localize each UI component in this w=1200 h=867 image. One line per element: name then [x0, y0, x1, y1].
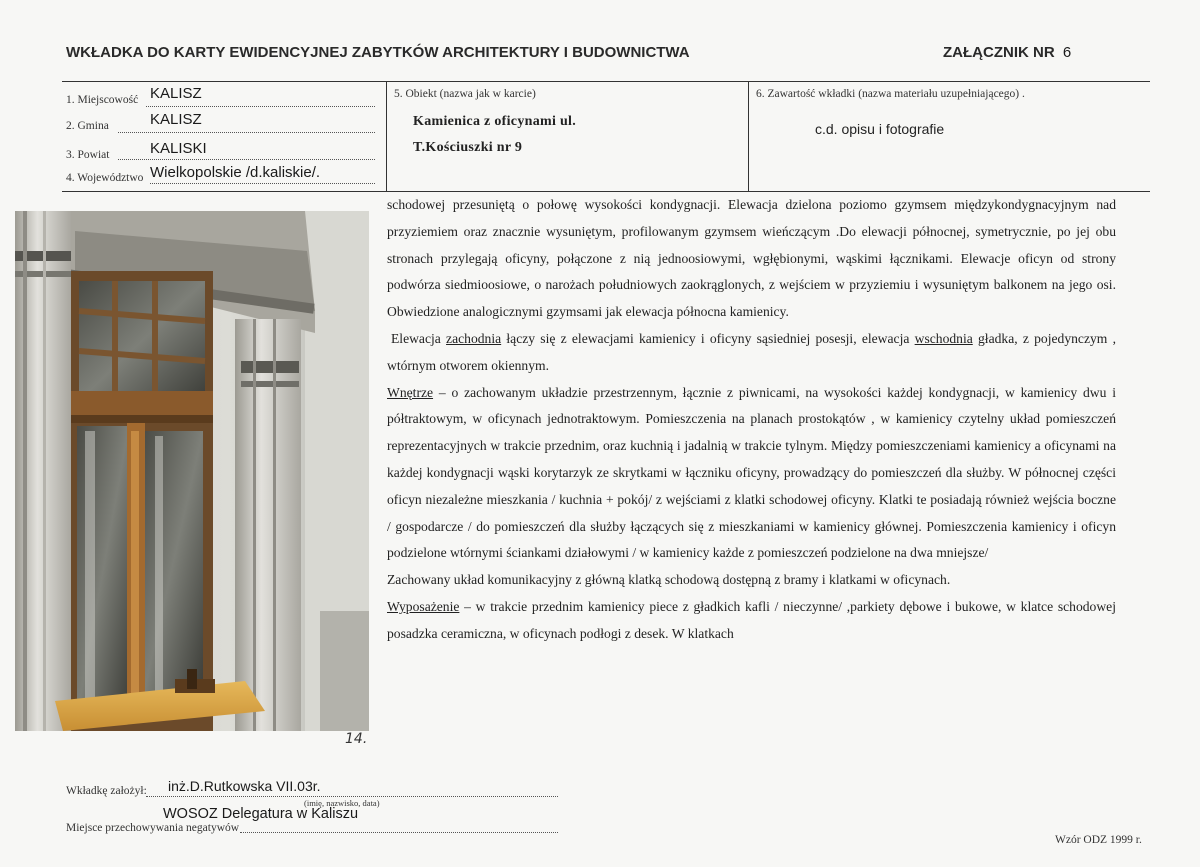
description-text — [387, 192, 1116, 648]
p2-text-b: łączy się z elewacjami kamienicy i oficyny sąsiedniej posesji, elewacja — [501, 330, 915, 346]
description-paragraph-4: Zachowany układ komunikacyjny z główną klatką schodową dostępną z bramy i klatkami w oficynach. — [387, 572, 951, 588]
description-paragraph-2 — [387, 326, 1116, 380]
photo-number: 14. — [345, 731, 368, 747]
attachment-label-text: ZAŁĄCZNIK NR — [943, 44, 1055, 61]
window-photo-illustration — [15, 211, 369, 731]
p5-equipment-term: Wyposażenie — [387, 598, 460, 614]
contents-value: c.d. opisu i fotografie — [815, 121, 945, 137]
p3-text: – o zachowanym układzie przestrzennym, łącznie z piwnicami, na wysokości każdej kondygnacji, w kamienicy dwu i półtraktowym, w oficynach jednotraktowym. Pomieszczenia na planach prostokątów , w kamienicy czytelny układ pomieszczeń reprezentacyjnych w trakcie przednim, oraz kuchnią i jadalnią w trakcie tylnym. Między pomieszczeniami kamienicy a oficynami na każdej kondygnacji wąski korytarzyk ze skrytkami w łączniku oficyny, prowadzący do pomieszczeń dla służby. W północnej części oficyn niezależne mieszkania / kuchnia + pokój/ z wejściami z klatki schodowej oficyny. Klatki te posiadają również wejścia boczne / gospodarcze / do pomieszczeń dla służby łączących się z mieszkaniami w kamienicy głównej. Pomieszczenia kamienicy i oficyn podzielone wtórnymi ściankami działowymi / w kamienicy każde z pomieszczeń podzielone na dwa mniejsze/ — [387, 384, 1116, 561]
p2-text-c: gładka, z pojedynczym , wtórnym otworem okiennym. — [387, 330, 1116, 373]
founder-value: inż.D.Rutkowska VII.03r. — [168, 778, 321, 794]
miejscowosc-value: KALISZ — [150, 85, 202, 102]
table-divider-2 — [748, 81, 749, 191]
table-top-rule — [62, 81, 1150, 82]
gmina-dots — [118, 132, 375, 133]
description-paragraph-3 — [387, 380, 1116, 568]
form-id: Wzór ODZ 1999 r. — [1055, 834, 1142, 846]
storage-label: Miejsce przechowywania negatywów — [66, 822, 240, 834]
description-paragraph-5 — [387, 594, 1116, 648]
founder-dots — [146, 796, 558, 797]
storage-dots — [240, 832, 558, 833]
p2-text-a: Elewacja — [391, 330, 447, 346]
founder-hint: (imię, nazwisko, data) — [304, 798, 380, 808]
object-line-2: T.Kościuszki nr 9 — [413, 140, 523, 155]
storage-value: WOSOZ Delegatura w Kaliszu — [163, 806, 359, 822]
wojewodztwo-value: Wielkopolskie /d.kaliskie/. — [150, 164, 321, 181]
p2-west-term: zachodnia — [446, 330, 502, 346]
wojewodztwo-dots — [150, 183, 375, 184]
attachment-number: 6 — [1062, 44, 1072, 61]
miejscowosc-label: 1. Miejscowość — [66, 94, 139, 106]
description-paragraph-1: schodowej przesuniętą o połowę wysokości kondygnacji. Elewacja dzielona poziomo gzymsem międzykondygnacyjnym nad przyziemiem oraz znacznie wysuniętym, profilowanym gzymsem wieńczącym .Do elewacji północnej, symetrycznie, po jej obu stronach przylegają oficyny, połączone z nią jednoosiowymi, wgłębionymi, wąskimi łącznikami. Elewacje oficyn od strony podwórza siedmioosiowe, o narożach południowych zaokrąglonych, z wejściem w przyziemiu i wysuniętym balkonem na jego osi. Obwiedzione analogicznymi gzymsami jak elewacja północna kamienicy. — [387, 197, 1116, 320]
object-line-1: Kamienica z oficynami ul. — [413, 114, 577, 129]
powiat-label: 3. Powiat — [66, 149, 110, 161]
gmina-value: KALISZ — [150, 111, 202, 128]
building-window-photo — [15, 211, 369, 731]
miejscowosc-dots — [146, 106, 375, 107]
p3-interior-term: Wnętrze — [387, 384, 434, 400]
table-divider-1 — [386, 81, 387, 191]
gmina-label: 2. Gmina — [66, 120, 109, 132]
powiat-dots — [118, 159, 375, 160]
wojewodztwo-label: 4. Województwo — [66, 172, 144, 184]
form-title: WKŁADKA DO KARTY EWIDENCYJNEJ ZABYTKÓW ARCHITEKTURY I BUDOWNICTWA — [66, 44, 690, 61]
p5-text: – w trakcie przednim kamienicy piece z gładkich kafli / nieczynne/ ,parkiety dębowe i bukowe, w klatce schodowej posadzka ceramiczna, w oficynach podłogi z desek. W klatkach — [387, 598, 1116, 641]
p2-east-term: wschodnia — [914, 330, 973, 346]
founder-label: Wkładkę założył: — [66, 785, 147, 797]
powiat-value: KALISKI — [150, 140, 207, 157]
attachment-label — [943, 44, 1071, 61]
object-label: 5. Obiekt (nazwa jak w karcie) — [394, 88, 536, 100]
contents-label: 6. Zawartość wkładki (nazwa materiału uzupełniającego) . — [756, 88, 1025, 100]
